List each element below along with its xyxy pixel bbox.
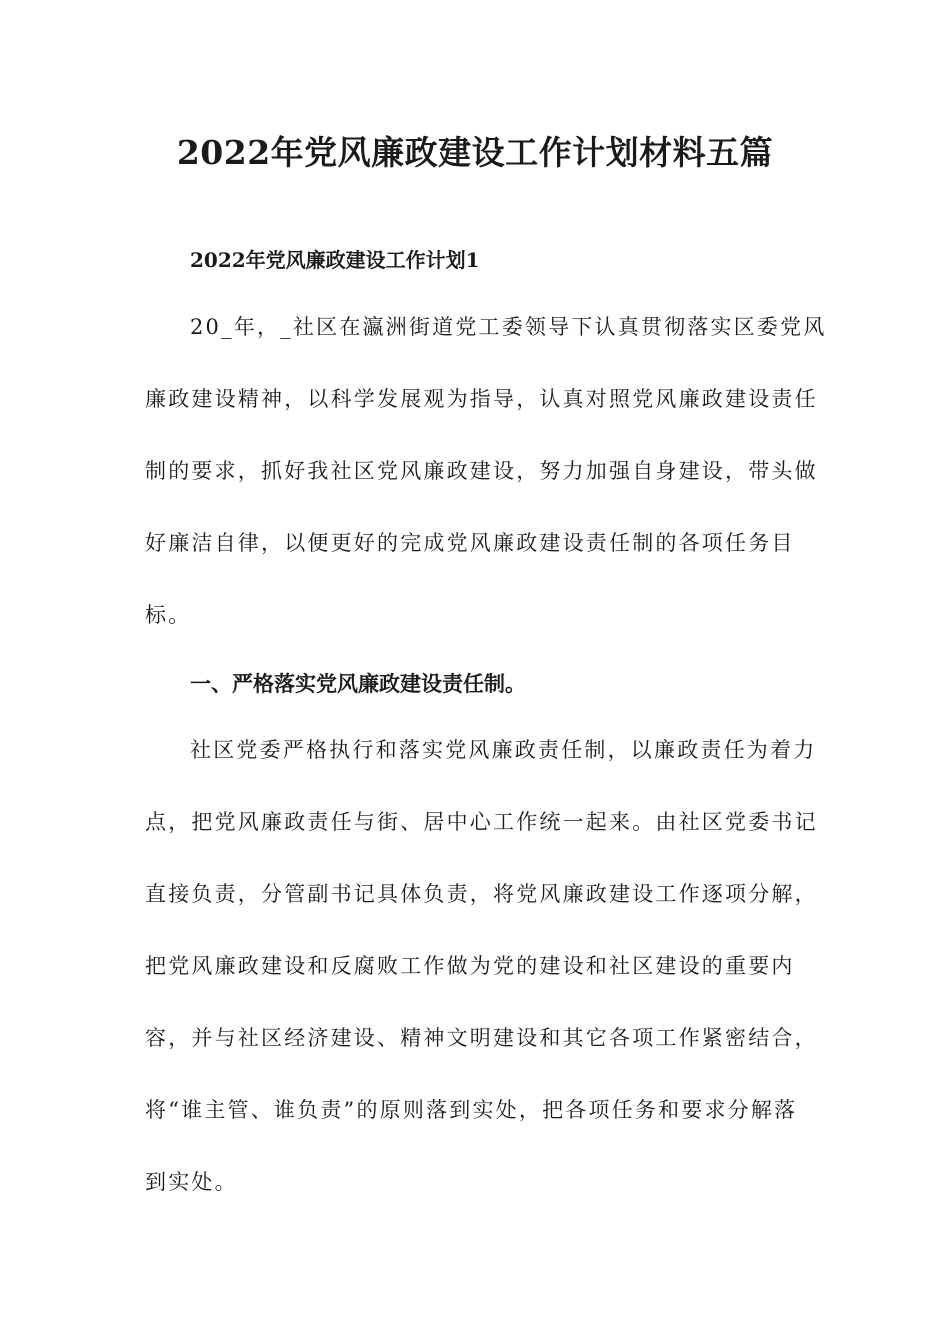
paragraph-line: 制的要求，抓好我社区党风廉政建设，努力加强自身建设，带头做 bbox=[145, 459, 818, 483]
paragraph-line: 将“谁主管、谁负责”的原则落到实处，把各项任务和要求分解落 bbox=[145, 1098, 798, 1122]
paragraph-line: 容，并与社区经济建设、精神文明建设和其它各项工作紧密结合， bbox=[145, 1026, 818, 1050]
paragraph-line: 点，把党风廉政责任与街、居中心工作统一起来。由社区党委书记 bbox=[145, 810, 818, 834]
paragraph-line: 到实处。 bbox=[145, 1170, 238, 1194]
paragraph-line: 好廉洁自律，以便更好的完成党风廉政建设责任制的各项任务目 bbox=[145, 531, 795, 555]
section-heading: 2022年党风廉政建设工作计划1 bbox=[190, 248, 480, 272]
paragraph-line: 直接负责，分管副书记具体负责，将党风廉政建设工作逐项分解， bbox=[145, 882, 818, 906]
paragraph-line: 社区党委严格执行和落实党风廉政责任制，以廉政责任为着力 bbox=[190, 738, 817, 762]
subheading-responsibility: 一、严格落实党风廉政建设责任制。 bbox=[190, 671, 526, 696]
document-title: 2022年党风廉政建设工作计划材料五篇 bbox=[176, 133, 774, 172]
paragraph-line: 标。 bbox=[145, 603, 192, 627]
paragraph-responsibility bbox=[145, 714, 818, 1218]
paragraph-line: 把党风廉政建设和反腐败工作做为党的建设和社区建设的重要内 bbox=[145, 954, 795, 978]
paragraph-intro bbox=[145, 291, 827, 651]
paragraph-line: 20_年，_社区在瀛洲街道党工委领导下认真贯彻落实区委党风 bbox=[190, 315, 827, 339]
paragraph-line: 廉政建设精神，以科学发展观为指导，认真对照党风廉政建设责任 bbox=[145, 387, 818, 411]
